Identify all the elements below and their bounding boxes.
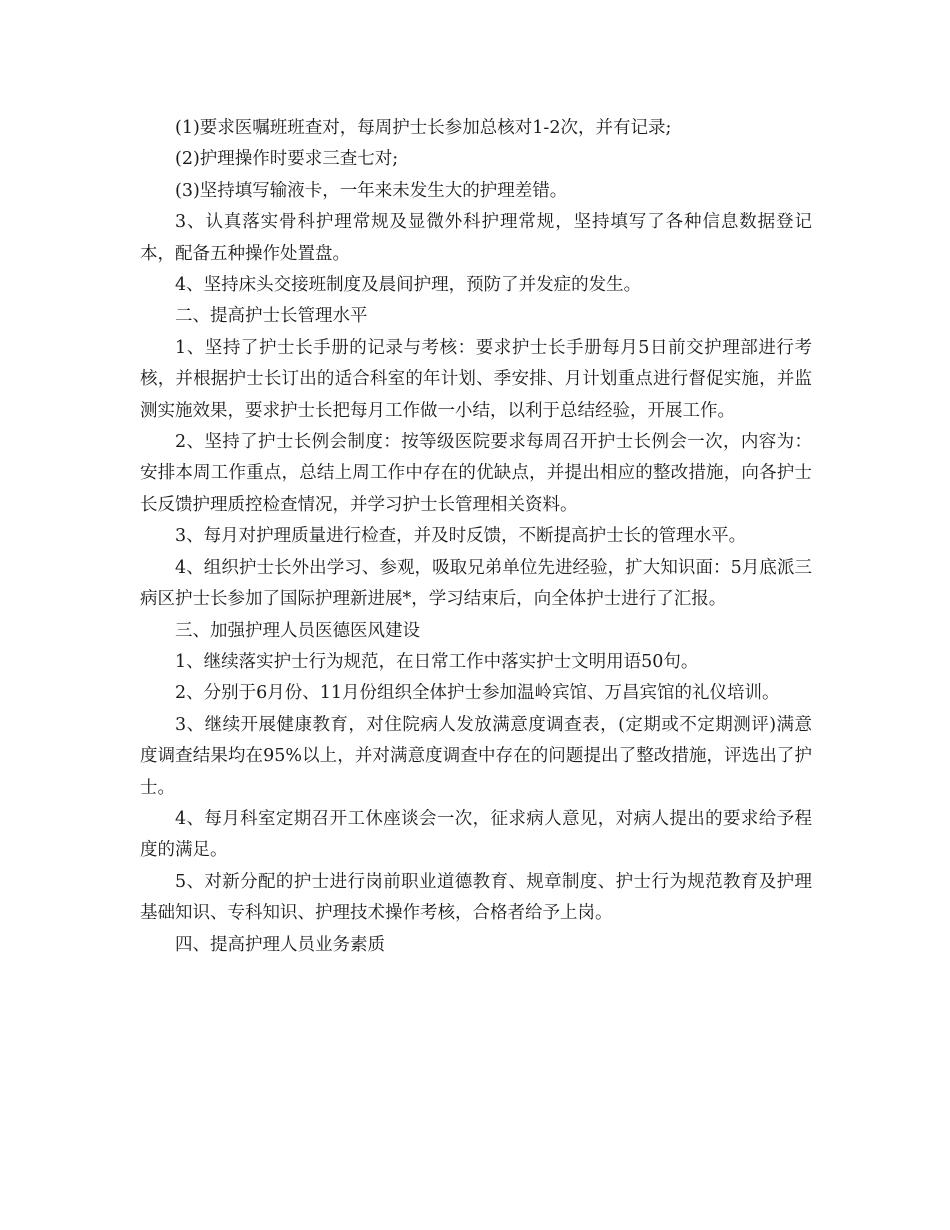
paragraph-item-3: (3)坚持填写输液卡，一年来未发生大的护理差错。 bbox=[175, 180, 568, 201]
document-body bbox=[140, 113, 812, 961]
section-heading-3: 三、加强护理人员医德医风建设 bbox=[175, 620, 420, 641]
paragraph-etiquette-training: 2、分别于6月份、11月份组织全体护士参加温岭宾馆、万昌宾馆的礼仪培训。 bbox=[175, 683, 780, 704]
paragraph-behavior-norms: 1、继续落实护士行为规范，在日常工作中落实护士文明用语50句。 bbox=[175, 651, 699, 672]
paragraph-external-study: 4、组织护士长外出学习、参观，吸取兄弟单位先进经验，扩大知识面：5月底派三病区护士长参加了国际护理新进展*，学习结束后，向全体护士进行了汇报。 bbox=[140, 557, 812, 610]
paragraph-section-4: 4、坚持床头交接班制度及晨间护理，预防了并发症的发生。 bbox=[175, 275, 642, 296]
paragraph-manual-assessment: 1、坚持了护士长手册的记录与考核：要求护士长手册每月5日前交护理部进行考核，并根据护士长订出的适合科室的年计划、季安排、月计划重点进行督促实施，并监测实施效果，要求护士长把每月工作做一小结，以利于总结经验，开展工作。 bbox=[140, 337, 812, 421]
paragraph-item-1: (1)要求医嘱班班查对，每周护士长参加总核对1-2次，并有记录; bbox=[175, 118, 672, 138]
paragraph-weekly-meeting: 2、坚持了护士长例会制度：按等级医院要求每周召开护士长例会一次，内容为：安排本周工作重点，总结上周工作中存在的优缺点，并提出相应的整改措施，向各护士长反馈护理质控检查情况，并学习护士长管理相关资料。 bbox=[140, 432, 812, 515]
paragraph-new-nurse-training: 5、对新分配的护士进行岗前职业道德教育、规章制度、护士行为规范教育及护理基础知识、专科知识、护理技术操作考核，合格者给予上岗。 bbox=[140, 871, 812, 924]
paragraph-health-education: 3、继续开展健康教育，对住院病人发放满意度调查表，(定期或不定期测评)满意度调查结果均在95%以上，并对满意度调查中存在的问题提出了整改措施，评选出了护士。 bbox=[140, 714, 812, 798]
paragraph-item-2: (2)护理操作时要求三查七对; bbox=[175, 149, 399, 170]
paragraph-section-3: 3、认真落实骨科护理常规及显微外科护理常规，坚持填写了各种信息数据登记本，配备五种操作处置盘。 bbox=[140, 212, 812, 264]
section-heading-4: 四、提高护理人员业务素质 bbox=[175, 934, 385, 955]
paragraph-patient-forum: 4、每月科室定期召开工休座谈会一次，征求病人意见，对病人提出的要求给予程度的满足。 bbox=[140, 808, 812, 861]
section-heading-2: 二、提高护士长管理水平 bbox=[175, 306, 368, 327]
paragraph-quality-check: 3、每月对护理质量进行检查，并及时反馈，不断提高护士长的管理水平。 bbox=[175, 526, 747, 547]
